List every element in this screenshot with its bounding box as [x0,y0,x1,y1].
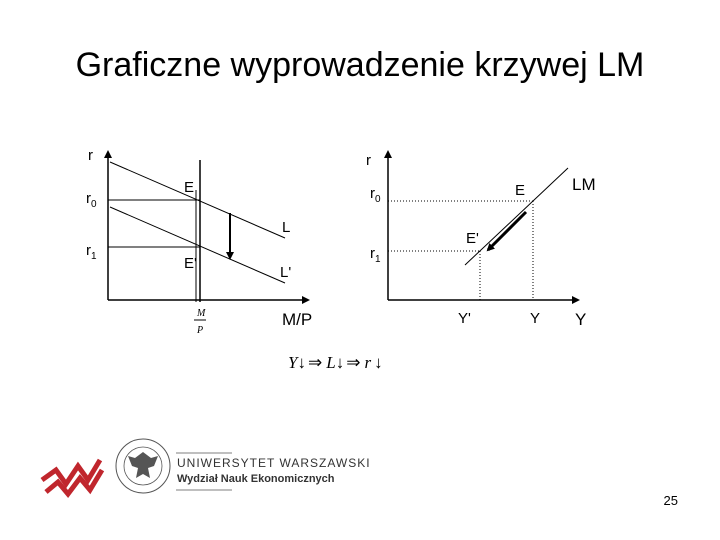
university-logo [42,439,371,494]
left-y-axis-label: r [88,147,93,164]
right-point-E: E [515,182,526,199]
right-tick-Y: Y [530,310,541,327]
eagle-icon [128,452,158,478]
right-y-axis-label: r [366,152,371,169]
right-panel [366,152,596,329]
right-tick-Y-prime: Y' [458,310,471,327]
logo-zigzag-icon [42,460,100,484]
left-point-L: L [282,219,291,236]
page-number: 25 [663,493,678,508]
left-point-E: E [184,179,195,196]
lm-movement-arrow [488,212,526,250]
formula-text: Y↓ ⇒ L↓ ⇒ r ↓ [288,353,383,372]
right-x-axis-label: Y [575,310,587,329]
left-r0-label: $r_0$ [86,190,97,210]
right-r0-label: $r_0$ [370,185,381,205]
left-r1-label: $r_1$ [86,242,97,262]
logo-line1: UNIWERSYTET WARSZAWSKI [177,456,371,470]
logo-line2: Wydział Nauk Ekonomicznych [177,473,335,485]
money-supply-fraction-denominator: P [197,325,204,336]
slide-title: Graficzne wyprowadzenie krzywej LM [75,46,645,84]
money-demand-L-prime-line [110,207,285,283]
lm-curve-label: LM [572,175,596,194]
left-point-L-prime: L' [280,264,292,281]
right-point-E-prime: E' [466,230,479,247]
left-panel [86,147,312,336]
right-r1-label: $r_1$ [370,245,381,265]
left-x-axis-label: M/P [282,310,313,329]
causal-formula [288,353,383,372]
left-point-E-prime: E' [184,255,197,272]
money-supply-fraction-numerator: M [197,308,206,319]
